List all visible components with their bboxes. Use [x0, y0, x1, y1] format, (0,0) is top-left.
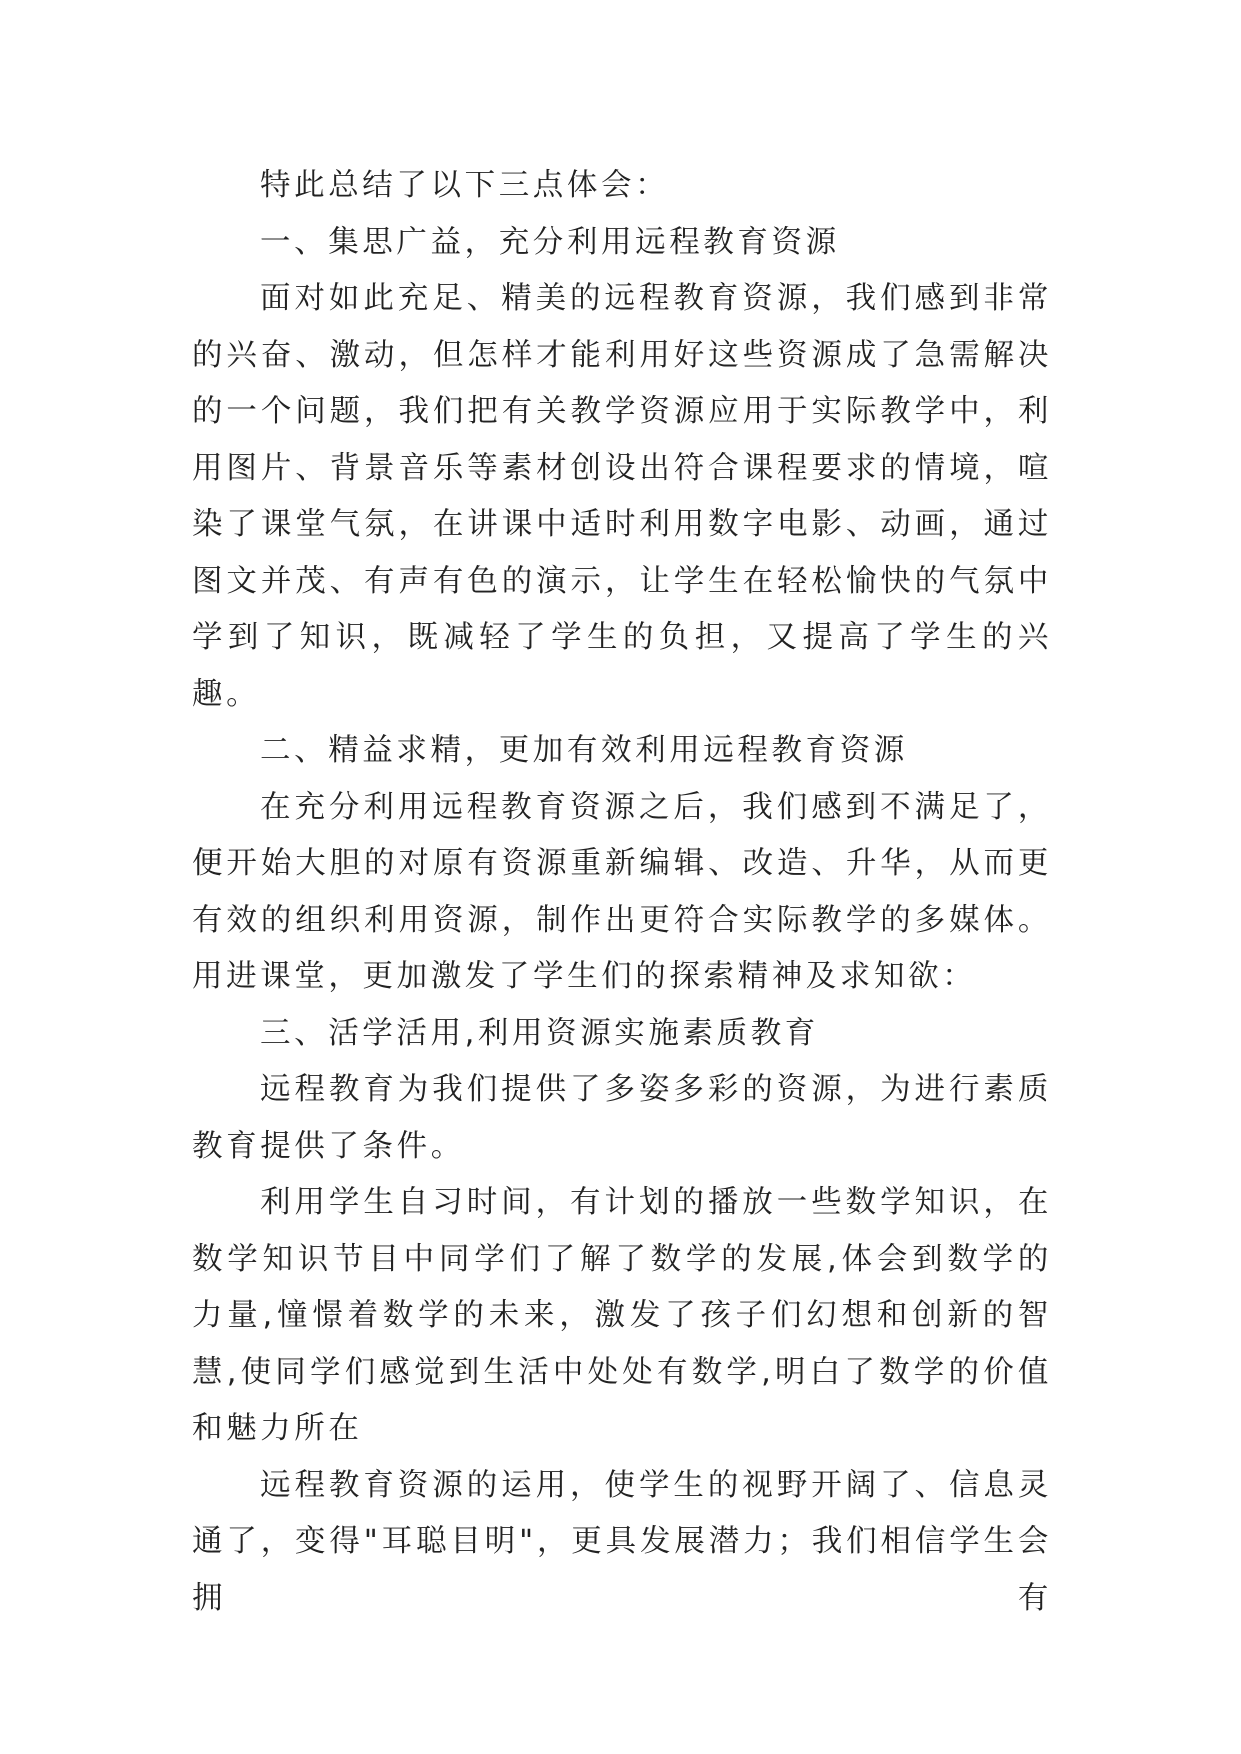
document-body [192, 158, 1052, 1627]
heading-point-three: 三、活学活用,利用资源实施素质教育 [260, 1015, 819, 1051]
heading-point-two: 二、精益求精，更加有效利用远程教育资源 [260, 733, 908, 768]
paragraph-point-two: 在充分利用远程教育资源之后，我们感到不满足了，便开始大胆的对原有资源重新编辑、改造、升华，从而更有效的组织利用资源，制作出更符合实际教学的多媒体。用进课堂，更加激发了学生们的探索精神及求知欲： [192, 789, 1052, 994]
paragraph-point-three-a: 远程教育为我们提供了多姿多彩的资源，为进行素质教育提供了条件。 [192, 1072, 1052, 1164]
heading-point-one: 一、集思广益，充分利用远程教育资源 [260, 224, 840, 260]
paragraph-point-three-b: 利用学生自习时间，有计划的播放一些数学知识，在数学知识节目中同学们了解了数学的发展,体会到数学的力量,憧憬着数学的未来，激发了孩子们幻想和创新的智慧,使同学们感觉到生活中处处有数学,明白了数学的价值和魅力所在 [192, 1185, 1052, 1446]
paragraph-conclusion: 远程教育资源的运用，使学生的视野开阔了、信息灵通了，变得"耳聪目明"，更具发展潜力；我们相信学生会拥有 [192, 1467, 1052, 1616]
paragraph-point-one: 面对如此充足、精美的远程教育资源，我们感到非常的兴奋、激动，但怎样才能利用好这些资源成了急需解决的一个问题，我们把有关教学资源应用于实际教学中，利用图片、背景音乐等素材创设出符合课程要求的情境，喧染了课堂气氛，在讲课中适时利用数字电影、动画，通过图文并茂、有声有色的演示，让学生在轻松愉快的气氛中学到了知识，既减轻了学生的负担，又提高了学生的兴趣。 [192, 281, 1052, 712]
paragraph-summary-intro: 特此总结了以下三点体会： [260, 168, 670, 203]
